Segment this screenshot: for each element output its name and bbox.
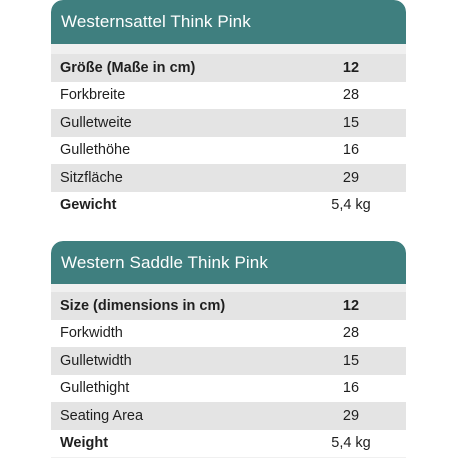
row-label: Forkwidth (60, 325, 123, 342)
row-label: Größe (Maße in cm) (60, 59, 196, 76)
row-label: Gullethöhe (60, 142, 131, 159)
table-body (51, 284, 406, 457)
table-row (51, 192, 406, 219)
row-value: 5,4 kg (331, 197, 371, 214)
row-label: Gulletweite (60, 114, 132, 131)
table-row (51, 164, 406, 192)
row-value: 5,4 kg (331, 435, 371, 452)
table-body (51, 44, 406, 218)
row-label: Gewicht (60, 197, 117, 214)
table-row (51, 375, 406, 403)
row-label: Seating Area (60, 407, 144, 424)
table-title: Westernsattel Think Pink (51, 0, 406, 44)
row-value: 15 (342, 114, 360, 131)
row-label: Gulletwidth (60, 352, 132, 369)
row-label: Gullethight (60, 380, 130, 397)
row-value: 16 (342, 142, 360, 159)
table-row (51, 82, 406, 110)
row-value: 12 (342, 297, 360, 314)
table-row (51, 402, 406, 430)
size-table-english (51, 241, 406, 458)
table-row (51, 292, 406, 320)
row-label: Size (dimensions in cm) (60, 297, 226, 314)
row-label: Sitzfläche (60, 169, 123, 186)
size-table-german (51, 0, 406, 218)
row-value: 28 (342, 87, 360, 104)
row-label: Forkbreite (60, 87, 126, 104)
table-title: Western Saddle Think Pink (51, 241, 406, 284)
row-value: 16 (342, 380, 360, 397)
table-row (51, 54, 406, 82)
row-value: 29 (342, 407, 360, 424)
table-row (51, 137, 406, 165)
row-value: 28 (342, 325, 360, 342)
table-row (51, 347, 406, 375)
row-value: 15 (342, 352, 360, 369)
row-label: Weight (60, 435, 109, 452)
table-row (51, 430, 406, 458)
table-row (51, 320, 406, 348)
table-row (51, 109, 406, 137)
row-value: 29 (342, 169, 360, 186)
row-value: 12 (342, 59, 360, 76)
